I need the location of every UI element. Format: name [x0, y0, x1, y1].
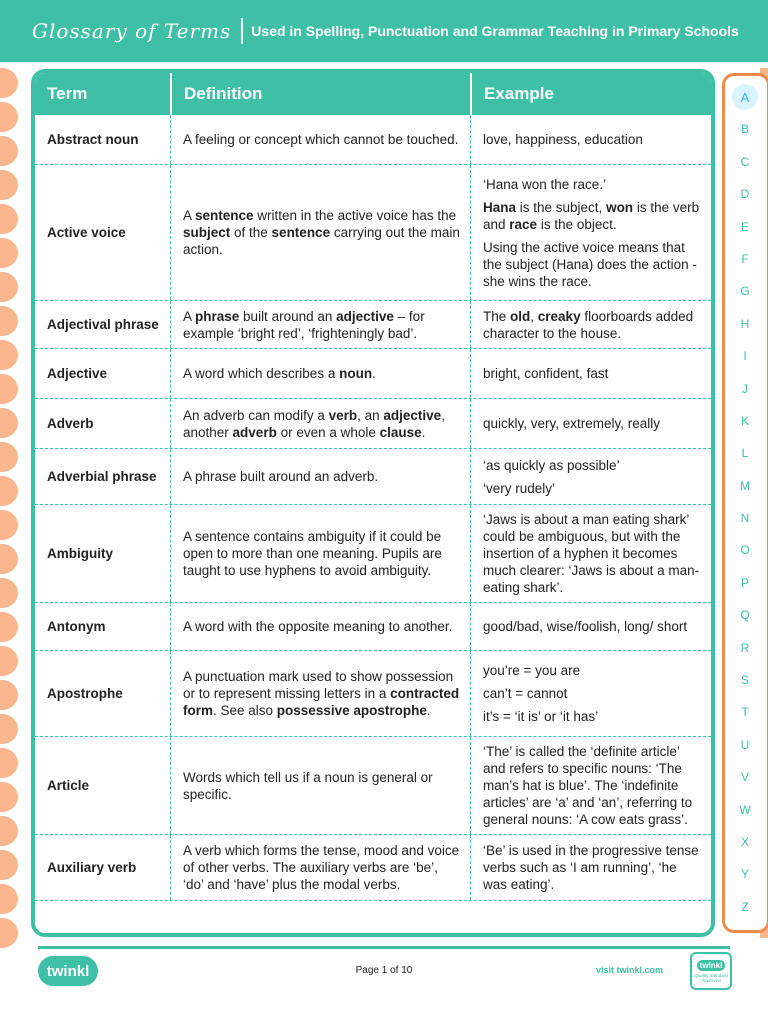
side-tab [0, 238, 18, 268]
example-cell: you’re = you are can’t = cannot it’s = ‘it is’ or ‘it has’ [470, 651, 711, 736]
term-cell: Ambiguity [47, 546, 113, 561]
example-cell: The old, creaky floorboards added character to the house. [470, 301, 711, 348]
alphabet-letter-t[interactable]: T [741, 705, 749, 720]
side-tab-decoration [0, 68, 22, 948]
header-term: Term [47, 84, 88, 103]
header-example: Example [470, 73, 711, 115]
alphabet-letter-n[interactable]: N [740, 511, 750, 526]
table-row [35, 505, 711, 603]
definition-cell: A sentence written in the active voice has the subject of the sentence carrying out the main action. [170, 165, 470, 300]
glossary-subtitle: Used in Spelling, Punctuation and Grammar Teaching in Primary Schools [251, 23, 739, 39]
alphabet-letter-k[interactable]: K [740, 413, 749, 428]
side-tab [0, 170, 18, 200]
side-tab [0, 136, 18, 166]
alphabet-list [725, 76, 767, 920]
side-tab [0, 782, 18, 812]
alphabet-letter-a[interactable]: A [732, 84, 758, 110]
definition-cell: A word which describes a noun. [170, 349, 470, 398]
term-cell: Antonym [47, 619, 106, 634]
alphabet-letter-e[interactable]: E [740, 219, 749, 234]
table-row [35, 651, 711, 737]
alphabet-letter-q[interactable]: Q [740, 608, 750, 623]
side-tab [0, 510, 18, 540]
example-cell: ‘Be’ is used in the progressive tense verbs such as ‘I am running’, ‘he was eating’. [470, 835, 711, 900]
alphabet-letter-c[interactable]: C [740, 154, 750, 169]
term-cell: Adverbial phrase [47, 469, 157, 484]
definition-cell: A phrase built around an adverb. [170, 449, 470, 504]
alphabet-letter-m[interactable]: M [740, 478, 750, 493]
side-tab [0, 680, 18, 710]
page-header [0, 0, 768, 62]
alphabet-letter-o[interactable]: O [740, 543, 750, 558]
side-tab [0, 272, 18, 302]
alphabet-letter-d[interactable]: D [740, 187, 750, 202]
example-cell: love, happiness, education [470, 115, 711, 164]
table-row [35, 603, 711, 651]
side-tab [0, 816, 18, 846]
table-row [35, 835, 711, 901]
side-tab [0, 714, 18, 744]
page-number: Page 1 of 10 [355, 965, 413, 976]
title-separator [241, 18, 243, 44]
definition-cell: A punctuation mark used to show possession or to represent missing letters in a contracted form. See also possessive apostrophe. [170, 651, 470, 736]
side-tab [0, 850, 18, 880]
side-tab [0, 578, 18, 608]
example-cell: bright, confident, fast [470, 349, 711, 398]
side-tab [0, 408, 18, 438]
footer-divider [38, 946, 730, 949]
alphabet-letter-u[interactable]: U [740, 737, 750, 752]
side-tab [0, 306, 18, 336]
term-cell: Auxiliary verb [47, 860, 137, 875]
alphabet-letter-r[interactable]: R [740, 640, 750, 655]
table-row [35, 301, 711, 349]
table-row [35, 737, 711, 835]
alphabet-letter-b[interactable]: B [740, 122, 749, 137]
definition-cell: An adverb can modify a verb, an adjective, another adverb or even a whole clause. [170, 399, 470, 448]
table-row [35, 165, 711, 301]
side-tab [0, 612, 18, 642]
alphabet-letter-y[interactable]: Y [740, 867, 749, 882]
table-body [35, 115, 711, 901]
side-tab [0, 884, 18, 914]
table-row [35, 115, 711, 165]
alphabet-letter-g[interactable]: G [740, 284, 750, 299]
side-tab [0, 68, 18, 98]
alphabet-letter-p[interactable]: P [740, 575, 749, 590]
definition-cell: A verb which forms the tense, mood and voice of other verbs. The auxiliary verbs are ‘be’, ‘do’ and ‘have’ plus the modal verbs. [170, 835, 470, 900]
definition-cell: A phrase built around an adjective – for example ‘bright red’, ‘frighteningly bad’. [170, 301, 470, 348]
glossary-table [31, 69, 715, 937]
twinkl-logo[interactable]: twinkl [38, 956, 98, 986]
side-tab [0, 646, 18, 676]
alphabet-index [722, 73, 768, 933]
side-tab [0, 102, 18, 132]
side-tab [0, 748, 18, 778]
side-tab [0, 918, 18, 948]
example-cell: ‘Jaws is about a man eating shark’ could be ambiguous, but with the insertion of a hyphen it becomes much clearer: ‘Jaws is about a man-eating shark’. [470, 505, 711, 602]
term-cell: Adjective [47, 366, 108, 381]
table-row [35, 399, 711, 449]
example-cell: ‘as quickly as possible’ ‘very rudely’ [470, 449, 711, 504]
quality-badge-icon: twinkl Quality Standard Approved [690, 952, 732, 990]
example-cell: good/bad, wise/foolish, long/ short [470, 603, 711, 650]
term-cell: Apostrophe [47, 686, 123, 701]
term-cell: Adjectival phrase [47, 317, 159, 332]
alphabet-letter-f[interactable]: F [741, 251, 749, 266]
alphabet-letter-s[interactable]: S [740, 673, 749, 688]
example-cell: quickly, very, extremely, really [470, 399, 711, 448]
alphabet-letter-v[interactable]: V [740, 770, 749, 785]
definition-cell: Words which tell us if a noun is general or specific. [170, 737, 470, 834]
alphabet-letter-l[interactable]: L [741, 446, 749, 461]
side-tab [0, 340, 18, 370]
term-cell: Article [47, 778, 90, 793]
alphabet-letter-i[interactable]: I [743, 349, 747, 364]
term-cell: Abstract noun [47, 132, 139, 147]
table-row [35, 349, 711, 399]
glossary-title: Glossary of Terms [32, 19, 232, 43]
example-cell: ‘Hana won the race.’ Hana is the subject, won is the verb and race is the object. Using the active voice means that the subject (Hana) does the action - she wins the race. [470, 165, 711, 300]
definition-cell: A feeling or concept which cannot be touched. [170, 115, 470, 164]
side-tab [0, 544, 18, 574]
example-cell: ‘The’ is called the ‘definite article’ and refers to specific nouns: ‘The man’s hat is blue’. The ‘indefinite articles’ are ‘a’ and ‘an’, referring to general nouns: ‘A cow eats grass’. [470, 737, 711, 834]
alphabet-letter-j[interactable]: J [742, 381, 748, 396]
term-cell: Active voice [47, 225, 126, 240]
side-tab [0, 374, 18, 404]
table-header [35, 73, 711, 115]
alphabet-letter-w[interactable]: W [739, 802, 751, 817]
alphabet-letter-h[interactable]: H [740, 316, 750, 331]
visit-link[interactable]: visit twinkl.com [596, 965, 664, 975]
side-tab [0, 476, 18, 506]
side-tab [0, 204, 18, 234]
definition-cell: A sentence contains ambiguity if it could be open to more than one meaning. Pupils are taught to use hyphens to avoid ambiguity. [170, 505, 470, 602]
header-definition: Definition [170, 73, 470, 115]
alphabet-letter-x[interactable]: X [740, 834, 749, 849]
alphabet-letter-z[interactable]: Z [741, 899, 749, 914]
term-cell: Adverb [47, 416, 94, 431]
table-row [35, 449, 711, 505]
side-tab [0, 442, 18, 472]
definition-cell: A word with the opposite meaning to another. [170, 603, 470, 650]
